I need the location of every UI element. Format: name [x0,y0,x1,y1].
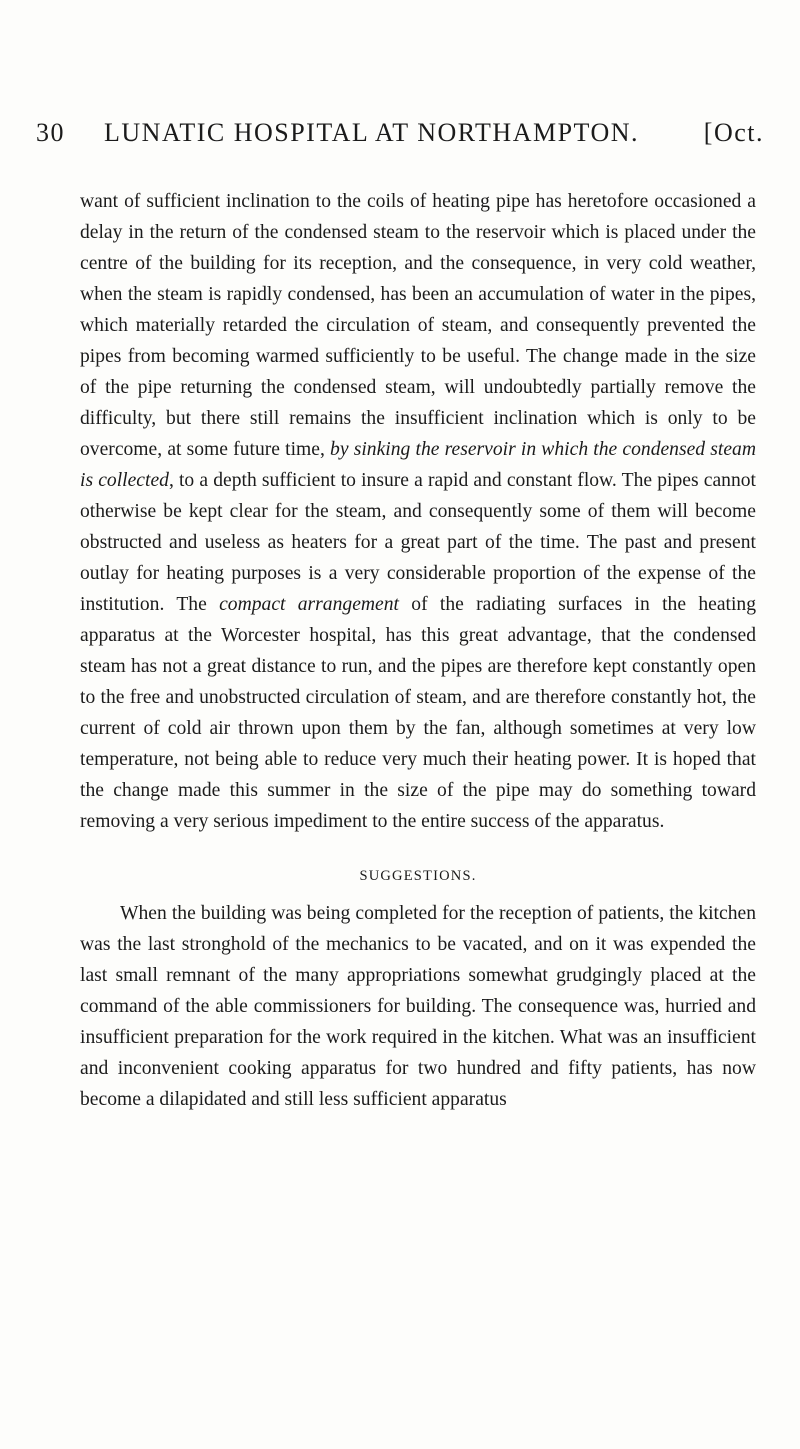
page-number: 30 [36,118,65,147]
italic-phrase: by sinking the reservoir in which the condensed steam is collected [80,439,756,491]
paragraph-text: , to a depth sufficient to insure a rapid and constant flow. The pipes cannot otherwise be kept clear for the steam, and consequently some of them will become obstructed and useless as heaters for a great part of the time. The past and present outlay for heating purposes is a very considerable proportion of the expense of the institution. The [80,470,756,615]
paragraph-text: of the radiating surfaces in the heating apparatus at the Worcester hospital, has this great advantage, that the condensed steam has not a great distance to run, and the pipes are therefore kept constantly open to the free and unobstructed circulation of steam, and are therefore constantly hot, the current of cold air thrown upon them by the fan, although sometimes at very low temperature, not being able to reduce very much their heating power. It is hoped that the change made this summer in the size of the pipe may do something toward removing a very serious impediment to the entire success of the apparatus. [80,594,756,832]
body-text [80,186,756,1115]
paragraph-text: want of sufficient inclination to the coils of heating pipe has heretofore occasioned a delay in the return of the condensed steam to the reservoir which is placed under the centre of the building for its reception, and the consequence, in very cold weather, when the steam is rapidly condensed, has been an accumulation of water in the pipes, which materially retarded the circulation of steam, and consequently prevented the pipes from becoming warmed sufficiently to be useful. The change made in the size of the pipe returning the condensed steam, will undoubtedly partially remove the difficulty, but there still remains the insufficient inclination which is only to be overcome, at some future time, [80,191,756,460]
paragraph-kitchen: When the building was being completed for the reception of patients, the kitchen was the last stronghold of the mechanics to be vacated, and on it was expended the last small remnant of the many appropriations somewhat grudgingly placed at the command of the able commissioners for building. The consequence was, hurried and insufficient preparation for the work required in the kitchen. What was an insufficient and inconvenient cooking apparatus for two hundred and fifty patients, has now become a dilapidated and still less sufficient apparatus [80,903,756,1110]
page-header [36,118,764,158]
header-month: [Oct. [703,118,764,147]
paragraph-heating-pipes [80,186,756,837]
italic-phrase: compact arrangement [219,594,399,615]
running-title: LUNATIC HOSPITAL AT NORTHAMPTON. [104,118,640,147]
section-heading: SUGGESTIONS. [359,868,477,884]
